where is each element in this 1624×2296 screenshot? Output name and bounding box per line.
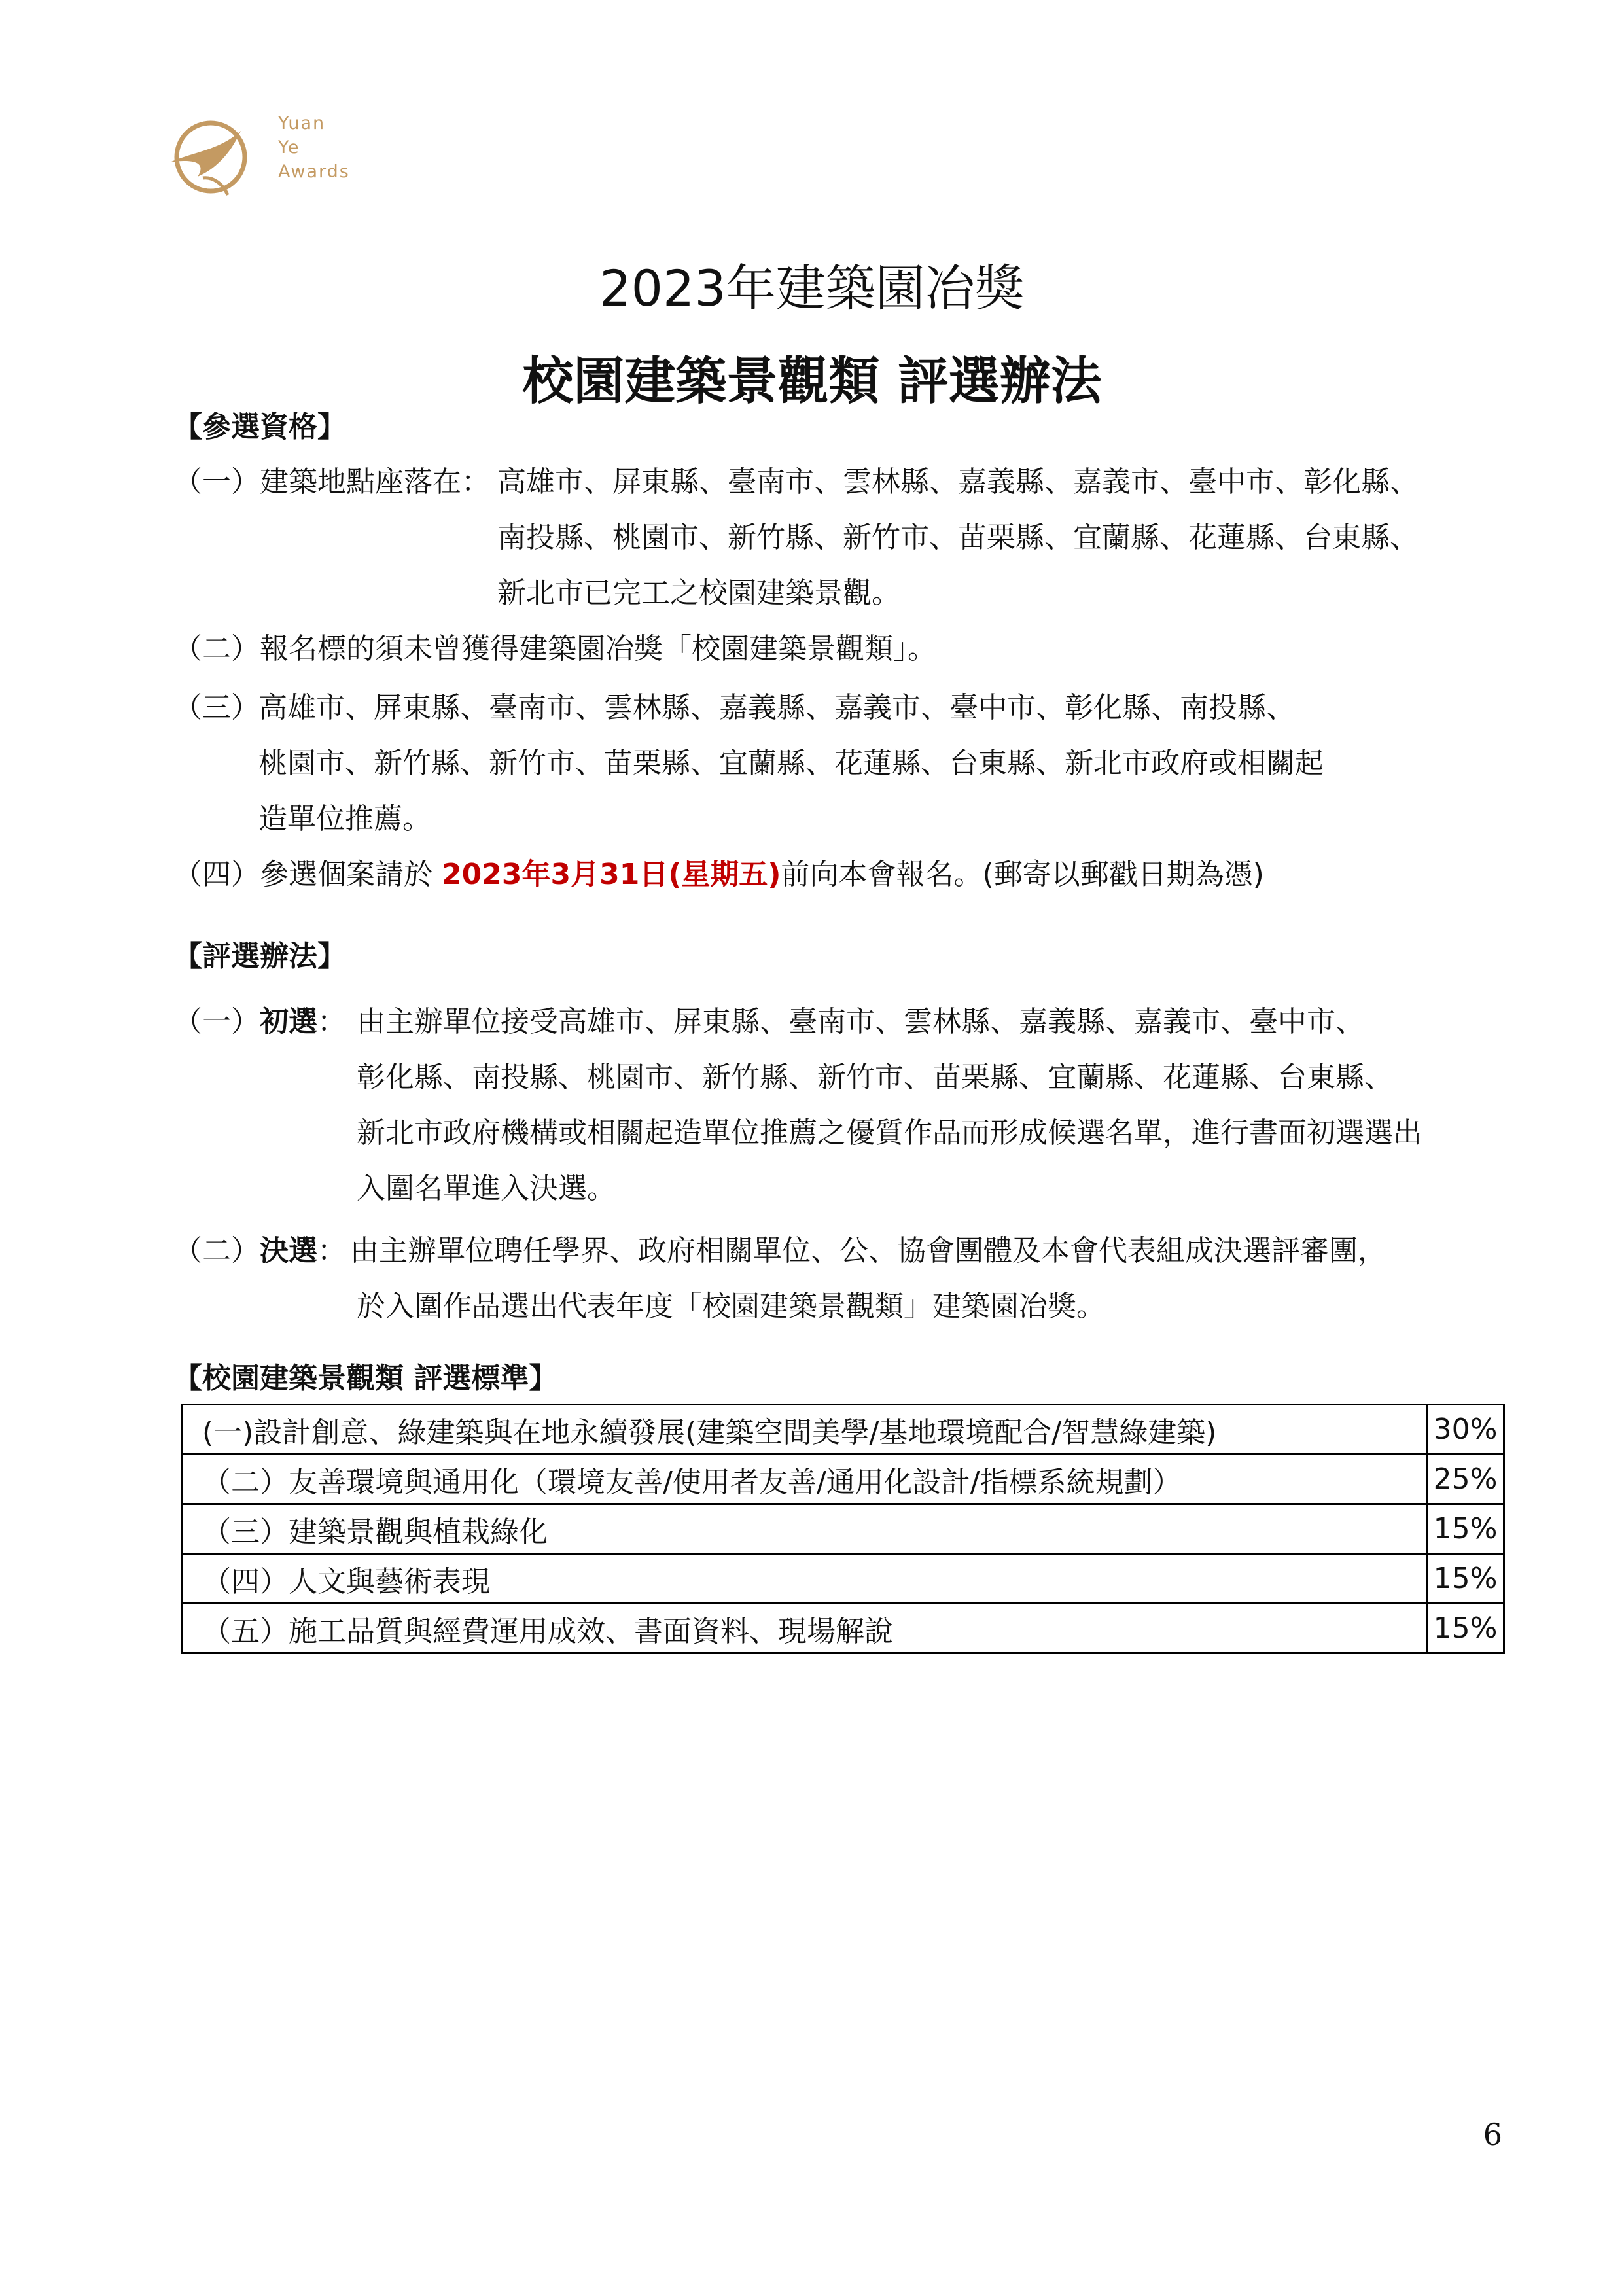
method-item2-line1: 由主辦單位聘任學界、政府相關單位、公、協會團體及本會代表組成決選評審團， [350,1234,1386,1267]
criteria-table [181,1404,1505,1654]
qualification-item1-line3: 新北市已完工之校園建築景觀。 [497,576,900,610]
registration-deadline: 2023年3月31日(星期五) [442,858,781,891]
qualification-item1-line1: 高雄市、屏東縣、臺南市、雲林縣、嘉義縣、嘉義市、臺中市、彰化縣、 [497,465,1419,499]
logo-text [278,111,350,184]
qualification-item3-line3: 造單位推薦。 [258,802,431,836]
qualification-heading: 【參選資格】 [173,410,346,444]
method-item1-header [173,998,346,1040]
method-item2-line2: 於入圍作品選出代表年度「校園建築景觀類」建築園冶獎。 [357,1290,1105,1323]
method-item1-label: 初選 [260,1005,317,1038]
logo [157,111,373,203]
table-row [182,1554,1504,1604]
criteria-weight: 15% [1427,1504,1504,1554]
criteria-item: （三）建築景觀與植栽綠化 [182,1504,1427,1554]
table-row [182,1455,1504,1504]
method-item1-colon: ： [317,1005,346,1038]
qualification-item3-line1: 高雄市、屏東縣、臺南市、雲林縣、嘉義縣、嘉義市、臺中市、彰化縣、南投縣、 [258,691,1295,724]
criteria-weight: 30% [1427,1405,1504,1455]
criteria-item: (一)設計創意、綠建築與在地永續發展(建築空間美學/基地環境配合/智慧綠建築) [182,1405,1427,1455]
logo-line-yuan: Yuan [278,113,326,133]
criteria-item: （四）人文與藝術表現 [182,1554,1427,1604]
method-item1-line1: 由主辦單位接受高雄市、屏東縣、臺南市、雲林縣、嘉義縣、嘉義市、臺中市、 [357,1005,1364,1038]
table-row [182,1504,1504,1554]
logo-line-awards: Awards [278,162,350,182]
method-item1-prefix: （一） [173,1005,260,1038]
method-item1-line3: 新北市政府機構或相關起造單位推薦之優質作品而形成候選名單，進行書面初選選出 [357,1116,1422,1150]
qualification-item4-prefix: （四）參選個案請於 [173,858,432,891]
method-heading: 【評選辦法】 [173,940,346,973]
qualification-item3-line2: 桃園市、新竹縣、新竹市、苗栗縣、宜蘭縣、花蓮縣、台東縣、新北市政府或相關起 [258,747,1324,780]
criteria-weight: 15% [1427,1604,1504,1653]
criteria-heading: 【校園建築景觀類 評選標準】 [173,1362,558,1395]
page-title: 2023年建築園冶獎 [599,259,1025,317]
method-item2-prefix: （二） [173,1234,260,1267]
qualification-item3-prefix: （三） [173,691,260,724]
logo-line-ye: Ye [278,137,300,158]
method-item1-line4: 入圍名單進入決選。 [357,1172,616,1205]
criteria-weight: 25% [1427,1455,1504,1504]
page-subtitle: 校園建築景觀類 評選辦法 [522,352,1102,411]
qualification-item4 [173,851,1264,892]
criteria-weight: 15% [1427,1554,1504,1604]
page-number: 6 [1483,2117,1502,2152]
qualification-item1-line2: 南投縣、桃園市、新竹縣、新竹市、苗栗縣、宜蘭縣、花蓮縣、台東縣、 [497,521,1419,554]
yuan-ye-bird-icon [157,111,262,203]
method-item2-label: 決選 [260,1234,317,1267]
method-item2-header [173,1227,346,1269]
qualification-item1-prefix: （一）建築地點座落在： [173,465,490,499]
table-row [182,1604,1504,1653]
criteria-item: （二）友善環境與通用化（環境友善/使用者友善/通用化設計/指標系統規劃） [182,1455,1427,1504]
qualification-item2: （二）報名標的須未曾獲得建築園冶獎「校園建築景觀類」。 [173,632,936,665]
method-item2-colon: ： [317,1234,346,1267]
criteria-item: （五）施工品質與經費運用成效、書面資料、現場解說 [182,1604,1427,1653]
table-row [182,1405,1504,1455]
qualification-item4-suffix: 前向本會報名。(郵寄以郵戳日期為憑) [781,858,1264,891]
method-item1-line2: 彰化縣、南投縣、桃園市、新竹縣、新竹市、苗栗縣、宜蘭縣、花蓮縣、台東縣、 [357,1061,1393,1094]
